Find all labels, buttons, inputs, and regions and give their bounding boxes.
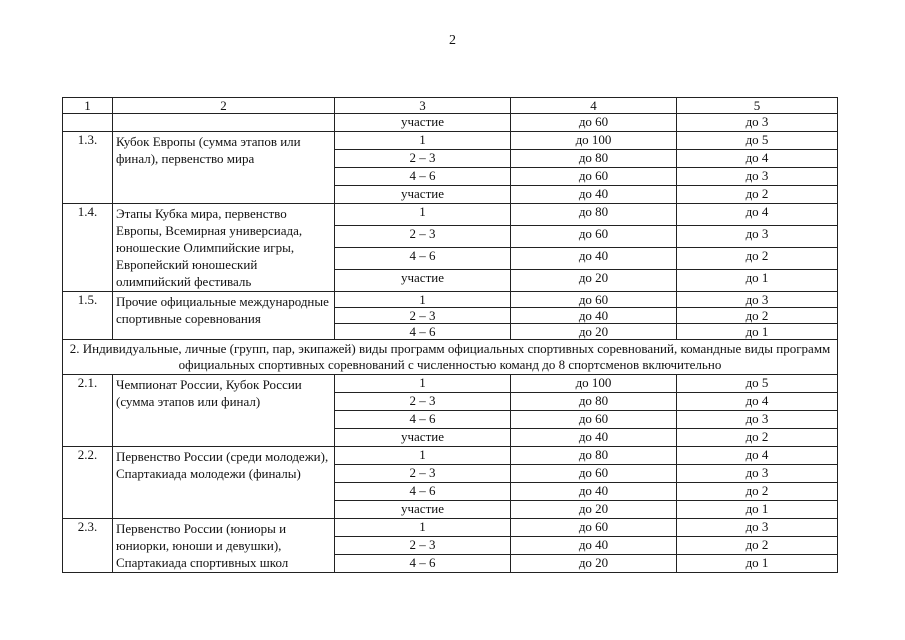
place-cell: участие — [335, 501, 511, 519]
coef-cell: до 2 — [677, 537, 838, 555]
coef-cell: до 3 — [677, 168, 838, 186]
coef-cell: до 2 — [677, 483, 838, 501]
points-cell: до 60 — [511, 168, 677, 186]
place-cell: 4 – 6 — [335, 324, 511, 340]
item-number: 2.2. — [63, 447, 113, 519]
table-row — [63, 204, 838, 226]
place-cell: 1 — [335, 292, 511, 308]
points-cell: до 100 — [511, 132, 677, 150]
points-cell: до 60 — [511, 519, 677, 537]
header-col-3: 3 — [335, 98, 511, 114]
coef-cell: до 2 — [677, 429, 838, 447]
place-cell: 2 – 3 — [335, 465, 511, 483]
competition-name: Первенство России (среди молодежи), Спартакиада молодежи (финалы) — [113, 447, 335, 519]
points-cell: до 60 — [511, 114, 677, 132]
table-body — [63, 98, 838, 573]
place-cell: 1 — [335, 375, 511, 393]
points-cell: до 60 — [511, 226, 677, 248]
coef-cell: до 4 — [677, 447, 838, 465]
header-row — [63, 98, 838, 114]
points-cell: до 20 — [511, 324, 677, 340]
points-cell: до 80 — [511, 447, 677, 465]
coef-cell: до 2 — [677, 186, 838, 204]
coef-cell: до 3 — [677, 465, 838, 483]
place-cell: 2 – 3 — [335, 393, 511, 411]
place-cell: 1 — [335, 132, 511, 150]
points-cell: до 40 — [511, 248, 677, 270]
competition-name: Чемпионат России, Кубок России (сумма этапов или финал) — [113, 375, 335, 447]
competition-name: Первенство России (юниоры и юниорки, юноши и девушки), Спартакиада спортивных школ — [113, 519, 335, 573]
section-2-row — [63, 340, 838, 375]
points-cell: до 40 — [511, 483, 677, 501]
points-cell: до 80 — [511, 204, 677, 226]
points-table — [62, 97, 838, 573]
page-number: 2 — [449, 33, 456, 48]
place-cell: участие — [335, 270, 511, 292]
place-cell: 4 – 6 — [335, 168, 511, 186]
coef-cell: до 3 — [677, 292, 838, 308]
points-cell: до 80 — [511, 150, 677, 168]
points-cell: до 60 — [511, 465, 677, 483]
points-cell: до 40 — [511, 186, 677, 204]
item-number: 2.1. — [63, 375, 113, 447]
place-cell: 4 – 6 — [335, 248, 511, 270]
coef-cell: до 2 — [677, 308, 838, 324]
coef-cell: до 1 — [677, 501, 838, 519]
coef-cell: до 4 — [677, 150, 838, 168]
coef-cell: до 1 — [677, 555, 838, 573]
section-2-title: 2. Индивидуальные, личные (групп, пар, экипажей) виды программ официальных спортивных соревнований, командные виды программ официальных спортивных соревнований с численностью команд до 8 спортсменов включительно — [63, 340, 838, 375]
place-cell: 2 – 3 — [335, 537, 511, 555]
coef-cell: до 2 — [677, 248, 838, 270]
points-cell: до 100 — [511, 375, 677, 393]
header-col-1: 1 — [63, 98, 113, 114]
item-number: 1.3. — [63, 132, 113, 204]
points-cell: до 40 — [511, 537, 677, 555]
competition-name: Прочие официальные международные спортивные соревнования — [113, 292, 335, 340]
place-cell: участие — [335, 429, 511, 447]
points-cell: до 40 — [511, 308, 677, 324]
page-cutoff — [0, 598, 905, 640]
header-col-4: 4 — [511, 98, 677, 114]
table-row — [63, 519, 838, 537]
coef-cell: до 5 — [677, 132, 838, 150]
item-number: 1.4. — [63, 204, 113, 292]
coef-cell: до 3 — [677, 226, 838, 248]
points-cell: до 60 — [511, 411, 677, 429]
item-number: 1.5. — [63, 292, 113, 340]
table-row — [63, 447, 838, 465]
place-cell: 4 – 6 — [335, 555, 511, 573]
header-col-5: 5 — [677, 98, 838, 114]
points-cell: до 40 — [511, 429, 677, 447]
points-cell: до 20 — [511, 555, 677, 573]
competition-name: Этапы Кубка мира, первенство Европы, Всемирная универсиада, юношеские Олимпийские игры, Европейский юношеский олимпийский фестиваль — [113, 204, 335, 292]
coef-cell: до 3 — [677, 519, 838, 537]
table-row — [63, 292, 838, 308]
item-number: 2.3. — [63, 519, 113, 573]
table-row — [63, 132, 838, 150]
coef-cell: до 1 — [677, 270, 838, 292]
place-cell: 2 – 3 — [335, 226, 511, 248]
place-cell: 1 — [335, 447, 511, 465]
coef-cell: до 1 — [677, 324, 838, 340]
place-cell: участие — [335, 114, 511, 132]
competition-name: Кубок Европы (сумма этапов или финал), первенство мира — [113, 132, 335, 204]
coef-cell: до 5 — [677, 375, 838, 393]
carry-over-num — [63, 114, 113, 132]
header-col-2: 2 — [113, 98, 335, 114]
place-cell: участие — [335, 186, 511, 204]
table-row — [63, 375, 838, 393]
carry-over-name — [113, 114, 335, 132]
place-cell: 2 – 3 — [335, 150, 511, 168]
carry-over-row — [63, 114, 838, 132]
coef-cell: до 3 — [677, 114, 838, 132]
points-cell: до 20 — [511, 270, 677, 292]
points-cell: до 60 — [511, 292, 677, 308]
coef-cell: до 4 — [677, 204, 838, 226]
points-cell: до 20 — [511, 501, 677, 519]
coef-cell: до 4 — [677, 393, 838, 411]
points-cell: до 80 — [511, 393, 677, 411]
place-cell: 4 – 6 — [335, 483, 511, 501]
place-cell: 4 – 6 — [335, 411, 511, 429]
place-cell: 1 — [335, 204, 511, 226]
place-cell: 1 — [335, 519, 511, 537]
coef-cell: до 3 — [677, 411, 838, 429]
place-cell: 2 – 3 — [335, 308, 511, 324]
